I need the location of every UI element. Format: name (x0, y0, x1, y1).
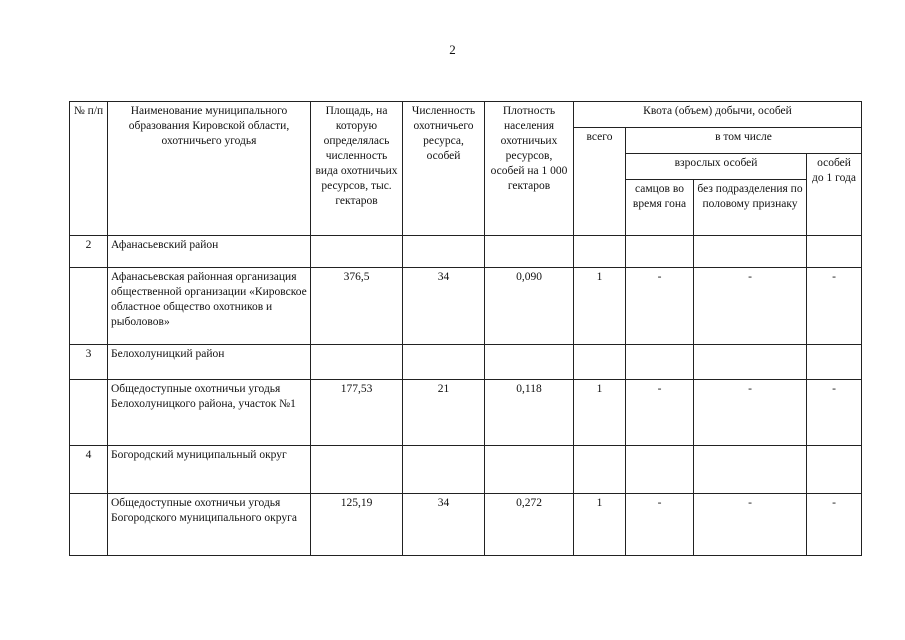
header-males: самцов во время гона (626, 180, 694, 236)
row-males: - (626, 380, 694, 446)
row-young: - (807, 268, 862, 345)
row-name: Афанасьевский район (108, 236, 311, 268)
table-row (70, 446, 862, 494)
row-name: Общедоступные охотничьи угодья Белохолуницкого района, участок №1 (108, 380, 311, 446)
table-row (70, 380, 862, 446)
table-row (70, 345, 862, 380)
header-young: особей до 1 года (807, 154, 862, 236)
row-density: 0,090 (485, 268, 574, 345)
table-header (70, 102, 862, 236)
row-num: 3 (70, 345, 108, 380)
quota-table (69, 101, 862, 556)
row-area: 376,5 (311, 268, 403, 345)
header-name: Наименование муниципального образования Кировской области, охотничьего угодья (108, 102, 311, 236)
row-name: Богородский муниципальный округ (108, 446, 311, 494)
row-area: 177,53 (311, 380, 403, 446)
table-row (70, 268, 862, 345)
row-count: 34 (403, 268, 485, 345)
row-total: 1 (574, 494, 626, 556)
header-area: Площадь, на которую определялась численность вида охотничьих ресурсов, тыс. гектаров (311, 102, 403, 236)
row-total: 1 (574, 380, 626, 446)
row-young: - (807, 380, 862, 446)
header-num: № п/п (70, 102, 108, 236)
row-no-sex: - (694, 380, 807, 446)
row-num: 4 (70, 446, 108, 494)
row-name: Афанасьевская районная организация общественной организации «Кировское областное общество охотников и рыболовов» (108, 268, 311, 345)
row-density: 0,272 (485, 494, 574, 556)
row-young: - (807, 494, 862, 556)
table-row (70, 494, 862, 556)
header-adults: взрослых особей (626, 154, 807, 180)
row-num: 2 (70, 236, 108, 268)
row-count: 21 (403, 380, 485, 446)
row-no-sex: - (694, 494, 807, 556)
header-count: Численность охотничьего ресурса, особей (403, 102, 485, 236)
row-count: 34 (403, 494, 485, 556)
row-density: 0,118 (485, 380, 574, 446)
row-name: Общедоступные охотничьи угодья Богородского муниципального округа (108, 494, 311, 556)
header-density: Плотность населения охотничьих ресурсов, особей на 1 000 гектаров (485, 102, 574, 236)
row-males: - (626, 268, 694, 345)
page-number: 2 (449, 42, 456, 57)
header-total: всего (574, 128, 626, 236)
table-body (70, 236, 862, 556)
row-no-sex: - (694, 268, 807, 345)
row-total: 1 (574, 268, 626, 345)
row-males: - (626, 494, 694, 556)
row-name: Белохолуницкий район (108, 345, 311, 380)
row-area: 125,19 (311, 494, 403, 556)
header-no-sex: без подразделения по половому признаку (694, 180, 807, 236)
header-quota: Квота (объем) добычи, особей (574, 102, 862, 128)
table-row (70, 236, 862, 268)
header-including: в том числе (626, 128, 862, 154)
